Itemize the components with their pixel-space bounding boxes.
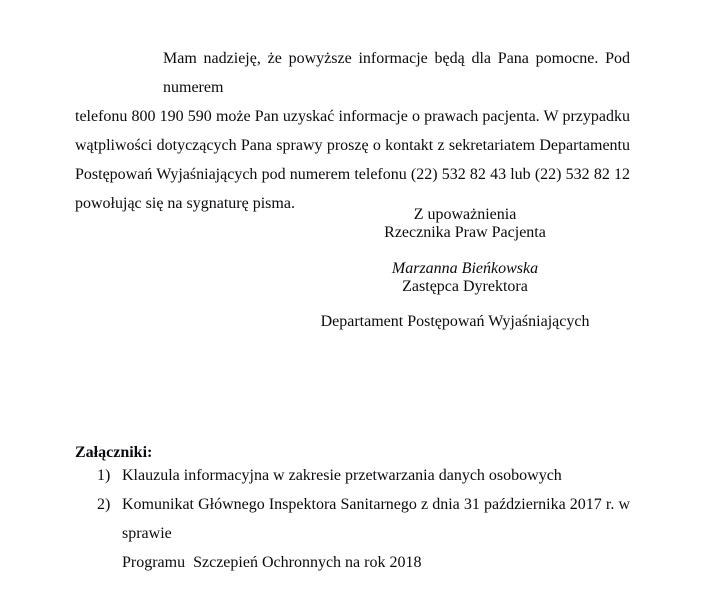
paragraph-line: wątpliwości dotyczących Pana sprawy proszę o kontakt z sekretariatem Departamentu — [75, 137, 630, 154]
attachment-item — [75, 461, 630, 490]
signature-spacer — [300, 242, 630, 260]
paragraph-line: telefonu 800 190 590 może Pan uzyskać informacje o prawach pacjenta. W przypadku — [75, 108, 630, 125]
body-paragraph — [75, 44, 630, 218]
attachment-number: 2) — [97, 496, 111, 513]
signature-authorization-line: Z upoważnienia — [413, 206, 517, 223]
signature-issuer-line: Rzecznika Praw Pacjenta — [384, 224, 546, 241]
attachment-item — [75, 490, 630, 577]
paragraph-line: Mam nadzieję, że powyższe informacje będą dla Pana pomocne. Pod numerem — [163, 50, 630, 96]
signer-title: Zastępca Dyrektora — [402, 278, 528, 295]
signer-name: Marzanna Bieńkowska — [391, 260, 539, 277]
paragraph-line: Postępowań Wyjaśniających pod numerem telefonu (22) 532 82 43 lub (22) 532 82 12 — [75, 166, 630, 183]
attachment-text-line: Komunikat Głównego Inspektora Sanitarnego z dnia 31 października 2017 r. w sprawie — [122, 496, 630, 542]
paragraph-line: powołując się na sygnaturę pisma. — [75, 195, 295, 212]
attachment-text-line: Programu Szczepień Ochronnych na rok 2018 — [122, 554, 422, 571]
department-line: Departament Postępowań Wyjaśniających — [320, 313, 590, 330]
attachments-heading: Załączniki: — [75, 444, 153, 461]
signature-block — [300, 206, 630, 296]
attachments-list — [75, 461, 630, 577]
attachment-number: 1) — [97, 467, 111, 484]
attachment-text-line: Klauzula informacyjna w zakresie przetwarzania danych osobowych — [122, 467, 562, 484]
